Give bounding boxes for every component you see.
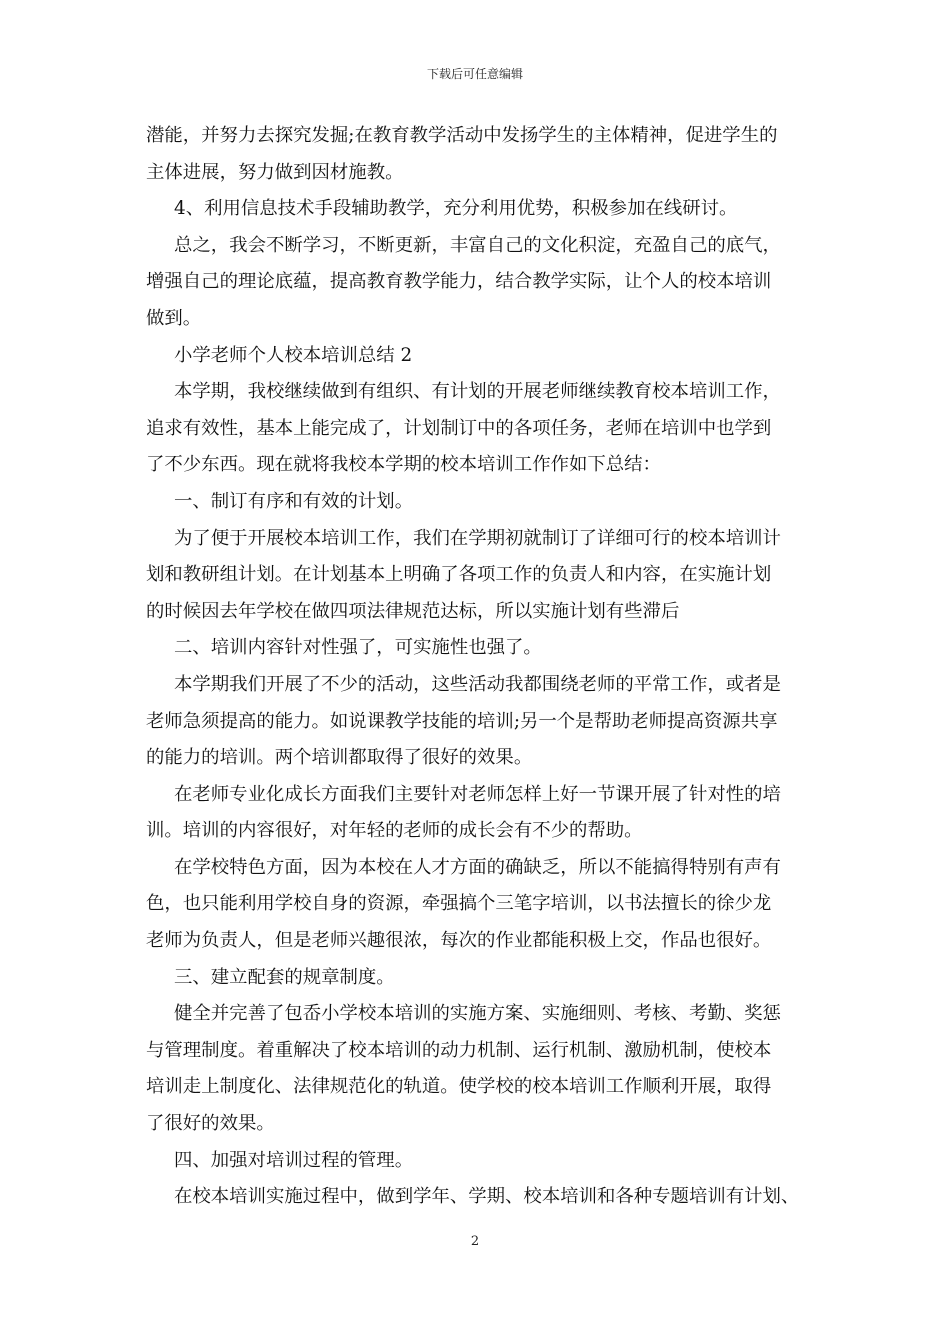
text-line: 四、加强对培训过程的管理。 [174,1149,414,1171]
text-line: 小学老师个人校本培训总结 2 [174,344,413,366]
text-line: 老师为负责人，但是老师兴趣很浓，每次的作业都能积极上交，作品也很好。 [146,930,772,952]
text-line: 总之，我会不断学习，不断更新，丰富自己的文化积淀，充盈自己的底气， [174,234,781,256]
text-line: 在学校特色方面，因为本校在人才方面的确缺乏，所以不能搞得特别有声有 [174,856,781,878]
text-line: 二、培训内容针对性强了，可实施性也强了。 [174,637,542,659]
text-line: 了很好的效果。 [146,1113,275,1135]
text-line: 色，也只能利用学校自身的资源，牵强搞个三笔字培训，以书法擅长的徐少龙 [146,893,772,915]
text-line: 主体进展，努力做到因材施教。 [146,161,404,183]
text-line: 与管理制度。着重解决了校本培训的动力机制、运行机制、激励机制，使校本 [146,1039,772,1061]
text-line: 做到。 [146,307,202,329]
text-line: 训。培训的内容很好，对年轻的老师的成长会有不少的帮助。 [146,820,643,842]
text-line: 了不少东西。现在就将我校本学期的校本培训工作作如下总结： [146,454,661,476]
text-line: 为了便于开展校本培训工作，我们在学期初就制订了详细可行的校本培训计 [174,527,781,549]
text-line: 潜能，并努力去探究发掘;在教育教学活动中发扬学生的主体精神，促进学生的 [146,125,778,146]
text-line: 本学期，我校继续做到有组织、有计划的开展老师继续教育校本培训工作， [174,381,781,403]
text-line: 在老师专业化成长方面我们主要针对老师怎样上好一节课开展了针对性的培 [174,783,781,805]
text-line: 健全并完善了包岙小学校本培训的实施方案、实施细则、考核、考勤、奖惩 [174,1003,781,1025]
text-line: 4、利用信息技术手段辅助教学，充分利用优势，积极参加在线研讨。 [174,198,738,220]
text-line: 三、建立配套的规章制度。 [174,966,395,988]
page-number: 2 [470,1234,480,1249]
text-line: 在校本培训实施过程中，做到学年、学期、校本培训和各种专题培训有计划、 [174,1186,800,1208]
document-body [146,118,810,1216]
text-line: 一、制订有序和有效的计划。 [174,490,414,512]
text-line: 老师急须提高的能力。如说课教学技能的培训;另一个是帮助老师提高资源共享 [146,710,778,732]
text-line: 的时候因去年学校在做四项法律规范达标，所以实施计划有些滞后 [146,600,680,622]
text-line: 培训走上制度化、法律规范化的轨道。使学校的校本培训工作顺利开展，取得 [146,1076,772,1098]
text-line: 本学期我们开展了不少的活动，这些活动我都围绕老师的平常工作，或者是 [174,673,781,695]
text-line: 追求有效性，基本上能完成了，计划制订中的各项任务，老师在培训中也学到 [146,417,772,439]
text-line: 划和教研组计划。在计划基本上明确了各项工作的负责人和内容，在实施计划 [146,564,772,586]
page-header: 下载后可任意编辑 [426,67,523,81]
text-line: 的能力的培训。两个培训都取得了很好的效果。 [146,747,533,769]
text-line: 增强自己的理论底蕴，提高教育教学能力，结合教学实际，让个人的校本培训 [146,271,772,293]
